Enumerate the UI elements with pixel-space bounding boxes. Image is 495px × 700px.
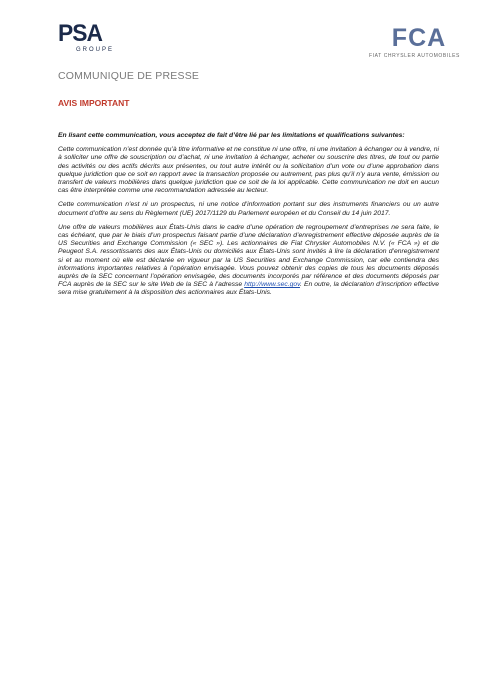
sec-website-link[interactable]: http://www.sec.gov: [244, 281, 300, 289]
paragraph-3-text: Une offre de valeurs mobilières aux États-Unis dans le cadre d’une opération de regroupement d’entreprises ne sera faite, le cas échéant, que par le biais d’un prospectus faisant partie d’une déclaration d’enregistrement effective déposée auprès de la US Securities and Exchange Commission (« SEC »). Les actionnaires de Fiat Chrysler Automobiles N.V. (« FCA ») et de Peugeot S.A. ressortissants des aux États-Unis ou domiciliés aux États-Unis sont invités à lire la déclaration d’enregistrement si et au moment où elle est déclarée en vigueur par la US Securities and Exchange Commission, car elle contiendra des informations importantes relatives à l’opération envisagée. Vous pouvez obtenir des copies de tous les documents déposés auprès de la SEC concernant l’opération envisagée, des documents incorporés par référence et des documents déposés par FCA auprès de la SEC sur le site Web de la SEC à l’adresse: [58, 223, 439, 289]
fca-logo-subtext: FIAT CHRYSLER AUTOMOBILES: [368, 53, 460, 59]
document-body: [58, 132, 439, 304]
disclaimer-paragraph-2: Cette communication n’est ni un prospectus, ni une notice d’information portant sur des instruments financiers ou un autre document d’offre au sens du Règlement (UE) 2017/1129 du Parlement européen et du Conseil du 14 juin 2017.: [58, 201, 439, 217]
disclaimer-paragraph-1: Cette communication n’est donnée qu’à titre informative et ne constitue ni une offre, ni une invitation à échanger ou à vendre, ni à solliciter une offre de souscription ou d’achat, ni une invitation à échanger, acheter ou souscrire des titres, de tout ou partie des activités ou des actifs décrits aux présentes, ou tout autre intérêt ou la sollicitation d’un vote ou d’une approbation dans quelque juridiction que ce soit en rapport avec la transaction proposée ou autrement, pas plus qu’il n’y aura vente, émission ou transfert de valeurs mobilières dans quelque juridiction que ce soit de la loi applicable. Cette communication ne doit en aucun cas être interprétée comme une recommandation adressée au lecteur.: [58, 146, 439, 195]
page-header: [0, 0, 495, 70]
paragraph-3-end-text: . En outre, la déclaration d’inscription effective sera mise gratuitement à la disposition des actionnaires aux États-Unis.: [58, 281, 439, 297]
intro-paragraph: En lisant cette communication, vous acceptez de fait d’être lié par les limitations et qualifications suivantes:: [58, 132, 405, 139]
psa-logo-subtext: GROUPE: [75, 47, 114, 53]
fca-logo: [360, 26, 460, 59]
psa-logo-text: PSA: [58, 20, 103, 47]
section-label: COMMUNIQUE DE PRESSE: [58, 70, 200, 82]
fca-logo-text: FCA: [391, 24, 447, 52]
notice-title: AVIS IMPORTANT: [58, 98, 130, 108]
psa-logo: [58, 22, 120, 53]
disclaimer-paragraph-3: [58, 224, 439, 298]
